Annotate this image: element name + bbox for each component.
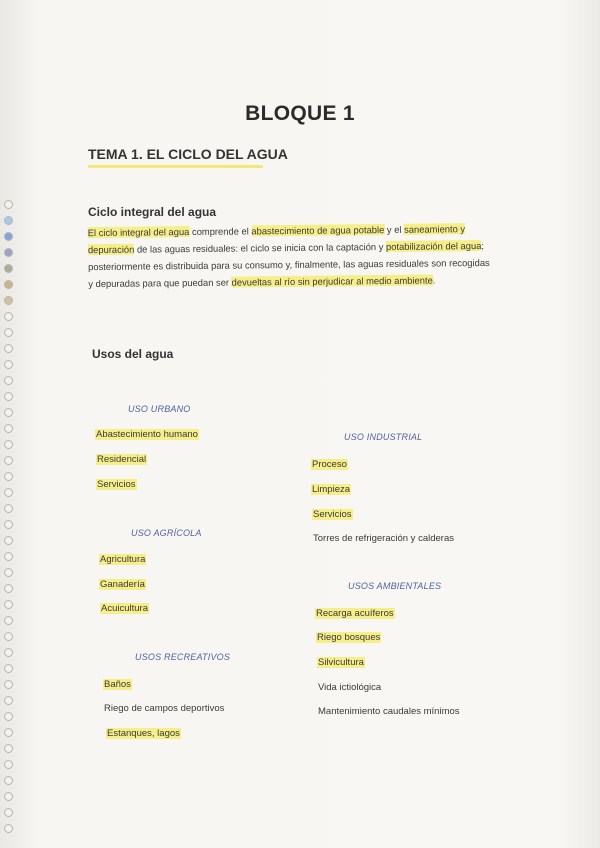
- section-heading-ciclo: Ciclo integral del agua: [88, 205, 217, 219]
- category-uso-industrial: USO INDUSTRIAL: [344, 432, 423, 442]
- list-item: Proceso: [312, 459, 347, 470]
- list-item: Baños: [104, 679, 131, 690]
- list-item: Torres de refrigeración y calderas: [313, 533, 454, 544]
- text-10: .: [432, 274, 436, 286]
- list-item: Servicios: [97, 479, 136, 490]
- highlight-1: El ciclo integral del agua: [87, 226, 190, 239]
- category-usos-ambientales: USOS AMBIENTALES: [348, 581, 442, 591]
- topic-highlight: [88, 165, 263, 168]
- page-title: BLOQUE 1: [245, 102, 355, 125]
- text-2: comprende el: [189, 225, 252, 238]
- highlight-3: abastecimiento de agua potable: [251, 224, 385, 237]
- list-item: Servicios: [313, 509, 352, 520]
- list-item: Riego bosques: [317, 632, 381, 643]
- text-8: ; posteriormente es distribuida para su consumo y, finalmente, las aguas residuales son recogidas y depuradas para que puedan ser: [88, 239, 490, 290]
- category-uso-agricola: USO AGRÍCOLA: [131, 528, 202, 538]
- highlight-5: saneamiento y depuración: [87, 223, 466, 256]
- list-item: Silvicultura: [318, 657, 364, 668]
- list-item: Riego de campos deportivos: [104, 703, 225, 714]
- topic-heading: TEMA 1. EL CICLO DEL AGUA: [88, 146, 288, 162]
- category-usos-recreativos: USOS RECREATIVOS: [135, 652, 231, 662]
- binder-holes: [4, 200, 16, 840]
- list-item: Ganadería: [100, 579, 145, 590]
- category-uso-urbano: USO URBANO: [128, 404, 191, 414]
- highlight-9: devueltas al río sin perjudicar al medio ambiente: [231, 274, 433, 288]
- highlight-7: potabilización del agua: [385, 240, 482, 252]
- list-item: Abastecimiento humano: [96, 429, 198, 440]
- list-item: Estanques, lagos: [107, 728, 180, 739]
- list-item: Mantenimiento caudales mínimos: [318, 706, 460, 717]
- list-item: Agricultura: [100, 554, 146, 565]
- section-heading-usos: Usos del agua: [92, 347, 174, 361]
- list-item: Vida ictiológica: [318, 682, 382, 693]
- intro-paragraph: [88, 220, 494, 292]
- text-4: y el: [384, 223, 405, 236]
- list-item: Limpieza: [312, 484, 351, 495]
- text-6: de las aguas residuales: el ciclo se inicia con la captación y: [134, 240, 387, 255]
- list-item: Recarga acuíferos: [316, 608, 394, 619]
- list-item: Acuicultura: [101, 603, 148, 614]
- list-item: Residencial: [97, 454, 147, 465]
